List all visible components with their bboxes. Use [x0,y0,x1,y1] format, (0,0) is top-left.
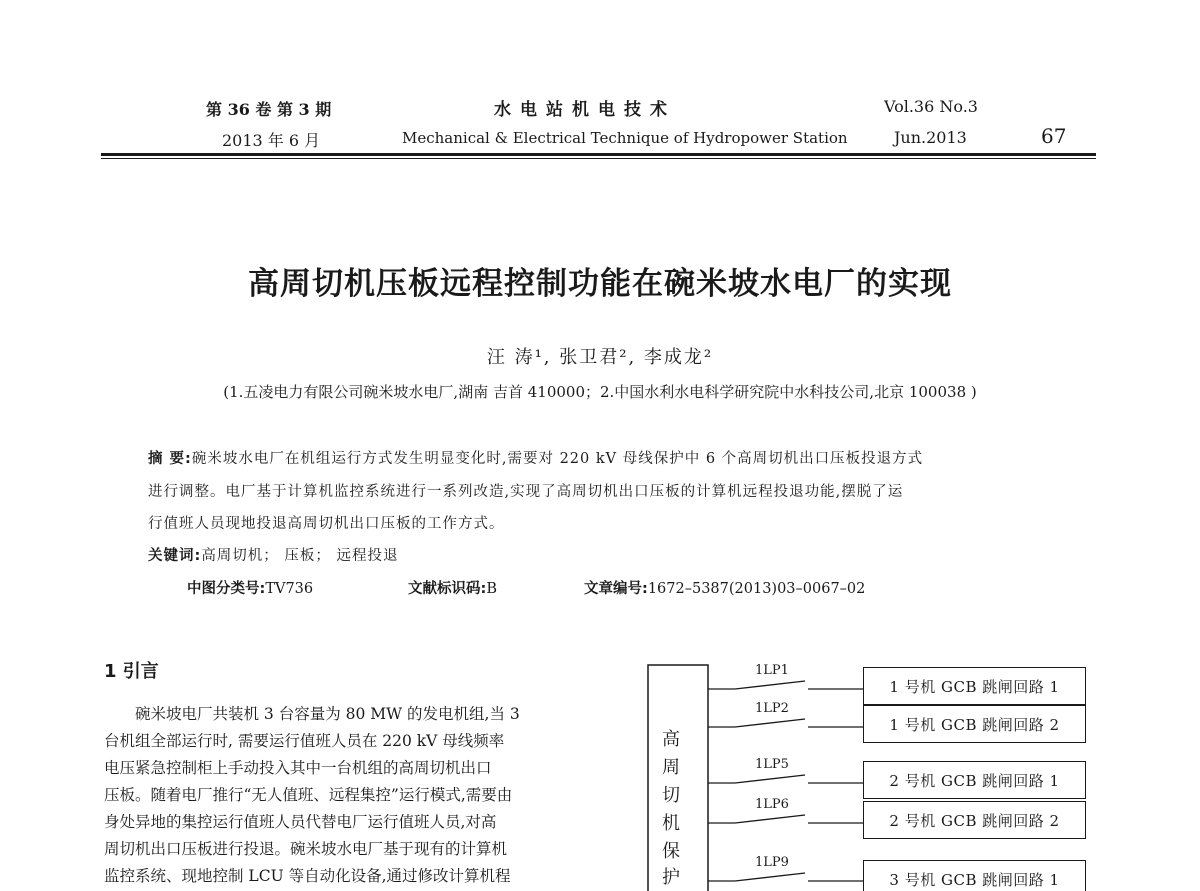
diagram-vertical-char: 保 [662,841,680,862]
switch-label: 1LP1 [755,663,789,678]
doc-value: B [486,581,497,597]
abstract-line-2: 进行调整。电厂基于计算机监控系统进行一系列改造,实现了高周切机出口压板的计算机远程投退功能,摆脱了运 [148,484,904,500]
body-line: 电压紧急控制柜上手动投入其中一台机组的高周切机出口 [104,759,492,777]
switch-label: 1LP5 [755,757,789,772]
header-journal-en: Mechanical & Electrical Technique of Hydropower Station [402,129,848,147]
header-rule-thin [101,158,1096,159]
keywords-label: 关键词: [148,548,202,564]
section-heading: 1 引言 [104,661,159,682]
switch-label: 1LP6 [755,797,789,812]
circuit-diagram [640,655,1090,891]
art-value: 1672–5387(2013)03–0067–02 [647,581,866,597]
doc-code [408,577,497,598]
clc-value: TV736 [265,581,314,597]
abstract-label: 摘 要: [148,451,192,467]
article-title: 高周切机压板远程控制功能在碗米坡水电厂的实现 [248,266,952,302]
body-line: 碗米坡电厂共装机 3 台容量为 80 MW 的发电机组,当 3 [135,705,520,723]
header-date-en: Jun.2013 [894,128,967,147]
keywords-line [148,544,399,565]
abstract-line-1 [148,447,923,468]
circuit-box: 1 号机 GCB 跳闸回路 2 [863,705,1086,743]
switch-1LP1 [708,681,863,689]
page-number: 67 [1041,124,1067,148]
circuit-box: 1 号机 GCB 跳闸回路 1 [863,667,1086,705]
header-journal-cn: 水电站机电技术 [494,100,676,120]
switch-label: 1LP2 [755,701,789,716]
clc-number [187,577,313,598]
circuit-box: 2 号机 GCB 跳闸回路 2 [863,801,1086,839]
diagram-vertical-char: 周 [662,757,680,778]
diagram-vertical-char: 高 [662,729,680,750]
abstract-text-1: 碗米坡水电厂在机组运行方式发生明显变化时,需要对 220 kV 母线保护中 6 个高周切机出口压板投退方式 [191,451,924,467]
diagram-vertical-char: 切 [662,785,680,806]
switch-1LP5 [708,775,863,783]
header-date-cn: 2013 年 6 月 [222,131,321,150]
circuit-box: 3 号机 GCB 跳闸回路 1 [863,860,1086,891]
clc-label: 中图分类号: [187,581,266,597]
diagram-vertical-char: 护 [662,867,680,888]
doc-label: 文献标识码: [408,581,487,597]
header-volume-cn: 第 36 卷 第 3 期 [206,100,332,119]
switch-1LP6 [708,815,863,823]
switch-label: 1LP9 [755,855,789,870]
article-authors: 汪 涛¹, 张卫君², 李成龙² [486,347,714,368]
header-volume-en: Vol.36 No.3 [884,97,978,116]
header-rule-thick [101,153,1096,156]
circuit-box: 2 号机 GCB 跳闸回路 1 [863,761,1086,799]
switch-1LP2 [708,719,863,727]
body-line: 周切机出口压板进行投退。碗米坡水电厂基于现有的计算机 [104,840,508,858]
article-affiliation: (1.五凌电力有限公司碗米坡水电厂,湖南 吉首 410000；2.中国水利水电科学研究院中水科技公司,北京 100038 ) [223,383,977,401]
switch-1LP9 [708,873,863,881]
abstract-line-3: 行值班人员现地投退高周切机出口压板的工作方式。 [148,516,505,532]
body-line: 身处异地的集控运行值班人员代替电厂运行值班人员,对高 [104,813,497,831]
body-line: 压板。随着电厂推行“无人值班、远程集控”运行模式,需要由 [104,786,513,804]
art-label: 文章编号: [584,581,648,597]
body-line: 台机组全部运行时, 需要运行值班人员在 220 kV 母线频率 [104,732,505,750]
body-line: 监控系统、现地控制 LCU 等自动化设备,通过修改计算机程 [104,867,511,885]
diagram-vertical-char: 机 [662,813,680,834]
keywords-text: 高周切机； 压板； 远程投退 [201,548,399,564]
article-number [584,577,865,598]
